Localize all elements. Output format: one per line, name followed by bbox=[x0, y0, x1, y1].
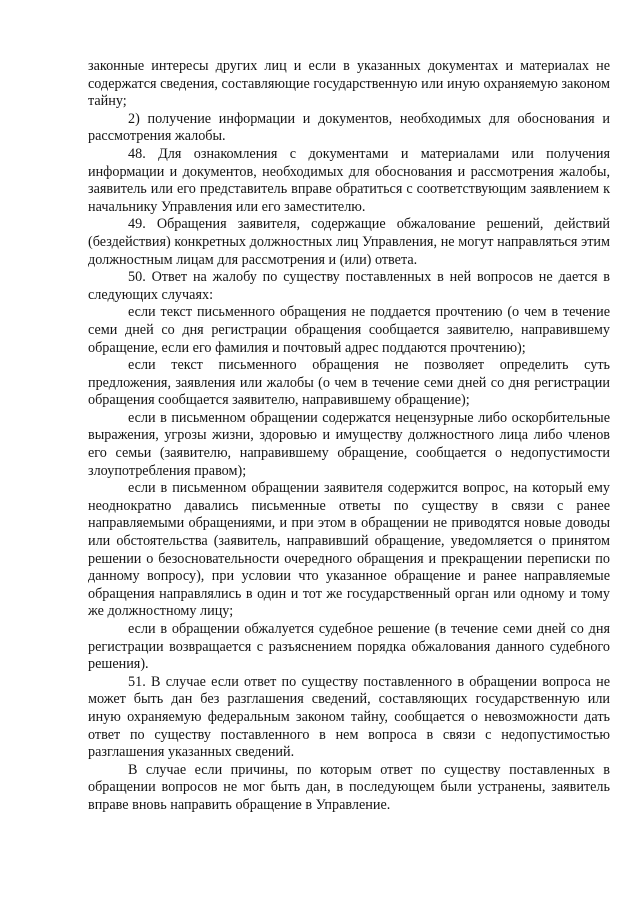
paragraph-case-unclear: если текст письменного обращения не позволяет определить суть предложения, заявления или жалобы (о чем в течение семи дней со дня регистрации обращения сообщается заявителю, направившему обращение); bbox=[88, 357, 610, 409]
paragraph-final: В случае если причины, по которым ответ по существу поставленных в обращении вопросов не мог быть дан, в последующем были устранены, заявитель вправе вновь направить обращение в Управление. bbox=[88, 761, 610, 813]
paragraph-case-unreadable: если текст письменного обращения не поддается прочтению (о чем в течение семи дней со дня регистрации обращения сообщается заявителю, направившему обращение, если его фамилия и почтовый адрес поддаются прочтению); bbox=[88, 304, 610, 356]
paragraph-item-2: 2) получение информации и документов, необходимых для обоснования и рассмотрения жалобы. bbox=[88, 110, 610, 145]
paragraph-case-obscene: если в письменном обращении содержатся нецензурные либо оскорбительные выражения, угрозы жизни, здоровью и имуществу должностного лица либо членов его семьи (заявителю, направившему обращение, сообщается о недопустимости злоупотребления правом); bbox=[88, 409, 610, 479]
paragraph-case-court: если в обращении обжалуется судебное решение (в течение семи дней со дня регистрации возвращается с разъяснением порядка обжалования данного судебного решения). bbox=[88, 621, 610, 673]
document-page bbox=[88, 58, 610, 815]
paragraph-49: 49. Обращения заявителя, содержащие обжалование решений, действий (бездействия) конкретных должностных лиц Управления, не могут направляться этим должностным лицам для рассмотрения и (или) ответа. bbox=[88, 216, 610, 268]
paragraph-48: 48. Для ознакомления с документами и материалами или получения информации и документов, необходимых для обоснования и рассмотрения жалобы, заявитель или его представитель вправе обратиться с соответствующим заявлением к начальнику Управления или его заместителю. bbox=[88, 145, 610, 215]
paragraph-50: 50. Ответ на жалобу по существу поставленных в ней вопросов не дается в следующих случаях: bbox=[88, 269, 610, 303]
paragraph-51: 51. В случае если ответ по существу поставленного в обращении вопроса не может быть дан без разглашения сведений, составляющих государственную или иную охраняемую федеральным законом тайну, сообщается о невозможности дать ответ по существу поставленного в нем вопроса в связи с недопустимостью разглашения указанных сведений. bbox=[88, 673, 610, 761]
paragraph-case-repeated: если в письменном обращении заявителя содержится вопрос, на который ему неоднократно давались письменные ответы по существу в связи с ранее направляемыми обращениями, и при этом в обращении не приводятся новые доводы или обстоятельства (заявитель, направивший обращение, уведомляется о принятом решении о безосновательности очередного обращения и прекращении переписки по данному вопросу), при условии что указанное обращение и ранее направляемые обращения направлялись в один и тот же государственный орган или одному и тому же должностному лицу; bbox=[88, 480, 610, 620]
paragraph-continuation: законные интересы других лиц и если в указанных документах и материалах не содержатся сведения, составляющие государственную или иную охраняемую законом тайну; bbox=[88, 58, 610, 110]
